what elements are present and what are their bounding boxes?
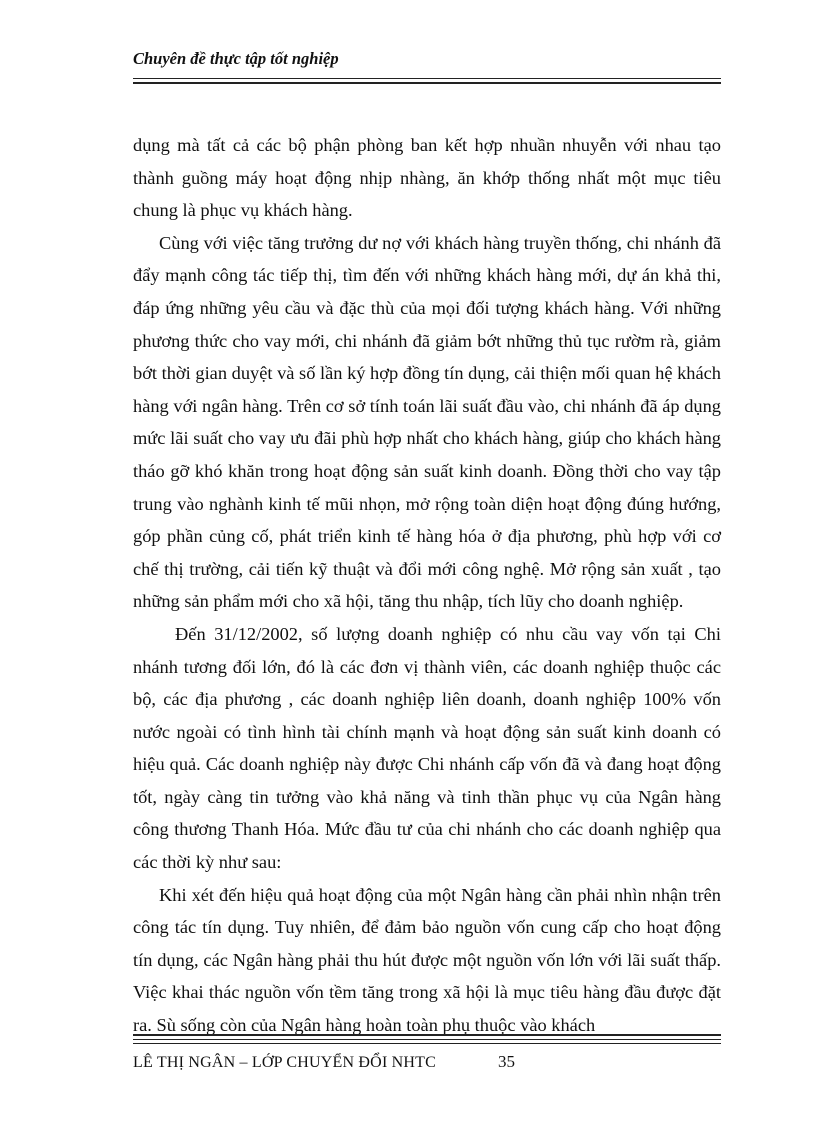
footer-rule-bottom [133,1043,721,1044]
page-number: 35 [498,1052,515,1071]
paragraph-1: dụng mà tất cả các bộ phận phòng ban kết hợp nhuần nhuyễn với nhau tạo thành guồng máy hoạt động nhịp nhàng, ăn khớp thống nhất một mục tiêu chung là phục vụ khách hàng. [133,135,721,221]
paragraph-4: Khi xét đến hiệu quả hoạt động của một Ngân hàng cần phải nhìn nhận trên công tác tín dụng. Tuy nhiên, để đảm bảo nguồn vốn cung cấp cho hoạt động tín dụng, các Ngân hàng phải thu hút được một nguồn vốn lớn với lãi suất thấp. Việc khai thác nguồn vốn tềm tăng trong xã hội là mục tiêu hàng đầu được đặt ra. Sù sống còn của Ngân hàng hoàn toàn phụ thuộc vào khách [133,884,721,1036]
footer-rule-middle [133,1039,721,1040]
header-title: Chuyên đề thực tập tốt nghiệp [133,49,339,68]
paragraph-3: Đến 31/12/2002, số lượng doanh nghiệp có nhu cầu vay vốn tại Chi nhánh tương đối lớn, đó là các đơn vị thành viên, các doanh nghiệp thuộc các bộ, các địa phương , các doanh nghiệp liên doanh, doanh nghiệp 100% vốn nước ngoài có tình hình tài chính mạnh và hoạt động sản suất kinh doanh có hiệu quả. Các doanh nghiệp này được Chi nhánh cấp vốn đã và đang hoạt động tốt, ngày càng tin tưởng vào khả năng và tinh thần phục vụ của Ngân hàng công thương Thanh Hóa. Mức đầu tư của chi nhánh cho các doanh nghiệp qua các thời kỳ như sau: [133,623,721,873]
header-rule-bottom [133,82,721,84]
body-text [133,129,721,1042]
footer-rule-top [133,1034,721,1036]
paragraph-2: Cùng với việc tăng trưởng dư nợ với khách hàng truyền thống, chi nhánh đã đẩy mạnh công tác tiếp thị, tìm đến với những khách hàng mới, dự án khả thi, đáp ứng những yêu cầu và đặc thù của mọi đối tượng khách hàng. Với những phương thức cho vay mới, chi nhánh đã giảm bớt những thủ tục rườm rà, giảm bớt thời gian duyệt và số lần ký hợp đồng tín dụng, cải thiện mối quan hệ khách hàng với ngân hàng. Trên cơ sở tính toán lãi suất đầu vào, chi nhánh đã áp dụng mức lãi suất cho vay ưu đãi phù hợp nhất cho khách hàng, giúp cho khách hàng tháo gỡ khó khăn trong hoạt động sản suất kinh doanh. Đồng thời cho vay tập trung vào nghành kinh tế mũi nhọn, mở rộng toàn diện hoạt động đúng hướng, góp phần củng cố, phát triển kinh tế hàng hóa ở địa phương, phù hợp với cơ chế thị trường, cải tiến kỹ thuật và đổi mới công nghệ. Mở rộng sản xuất , tạo những sản phẩm mới cho xã hội, tăng thu nhập, tích lũy cho doanh nghiệp. [133,232,721,612]
header-rule-top [133,78,721,79]
footer-author: LÊ THỊ NGÂN – LỚP CHUYỂN ĐỔI NHTC [133,1054,437,1071]
